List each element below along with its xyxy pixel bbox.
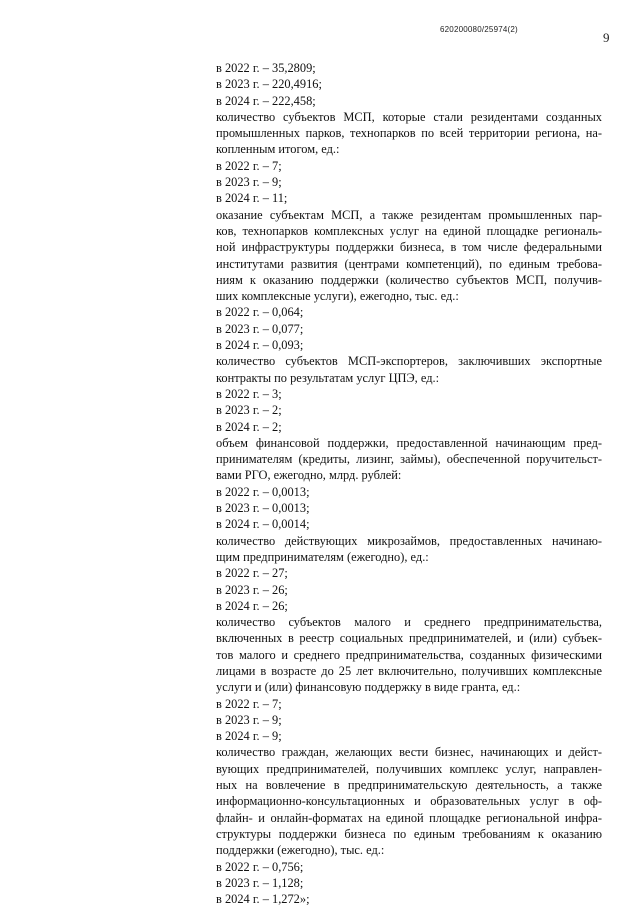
- text-line: в 2022 г. – 7;: [216, 696, 282, 711]
- text-line: ков, технопарков комплексных услуг на единой площадке региональ-: [216, 223, 602, 238]
- text-line: ной инфраструктуры поддержки бизнеса, в том числе федеральными: [216, 240, 602, 255]
- text-line: вующих предпринимателей, получивших комплекс услуг, направлен-: [216, 761, 602, 776]
- text-line: в 2024 г. – 1,272»;: [216, 892, 310, 907]
- text-line: структуры поддержки бизнеса по единым требованиям к оказанию: [216, 826, 602, 841]
- text-line: в 2024 г. – 9;: [216, 729, 282, 744]
- text-line: в 2023 г. – 1,128;: [216, 875, 304, 890]
- text-line: в 2024 г. – 11;: [216, 191, 288, 206]
- document-number: 620200080/25974(2): [440, 25, 518, 34]
- text-line: в 2023 г. – 26;: [216, 582, 288, 597]
- text-line: в 2024 г. – 26;: [216, 598, 288, 613]
- text-line: ших комплексные услуги), ежегодно, тыс. ед.:: [216, 289, 459, 304]
- text-line: ных на вовлечение в предпринимательскую деятельность, а также: [216, 778, 602, 793]
- text-line: информационно-консультационных и образовательных услуг в оф-: [216, 794, 602, 809]
- text-line: в 2023 г. – 9;: [216, 175, 282, 190]
- text-line: объем финансовой поддержки, предоставленной начинающим пред-: [216, 435, 602, 450]
- text-line: вами РГО, ежегодно, млрд. рублей:: [216, 468, 402, 483]
- text-line: лицами в возрасте до 25 лет включительно, получивших комплексные: [216, 663, 602, 678]
- text-line: в 2022 г. – 0,756;: [216, 859, 304, 874]
- text-line: в 2022 г. – 7;: [216, 158, 282, 173]
- text-line: услуги и (или) финансовую поддержку в виде гранта, ед.:: [216, 680, 521, 695]
- text-line: в 2024 г. – 0,093;: [216, 338, 304, 353]
- text-line: в 2024 г. – 0,0014;: [216, 517, 310, 532]
- text-line: поддержки (ежегодно), тыс. ед.:: [216, 843, 385, 858]
- text-line: количество субъектов малого и среднего предпринимательства,: [216, 615, 602, 630]
- text-line: оказание субъектам МСП, а также резидентам промышленных пар-: [216, 207, 602, 222]
- text-line: в 2023 г. – 0,077;: [216, 321, 304, 336]
- page-number: 9: [603, 30, 610, 45]
- text-line: включенных в реестр социальных предпринимателей, и (или) субъек-: [216, 631, 602, 646]
- text-line: в 2023 г. – 9;: [216, 712, 282, 727]
- text-line: количество действующих микрозаймов, предоставленных начинаю-: [216, 533, 602, 548]
- text-line: в 2022 г. – 35,2809;: [216, 61, 316, 75]
- text-line: в 2024 г. – 2;: [216, 419, 282, 434]
- text-line: количество субъектов МСП, которые стали резидентами созданных: [216, 109, 602, 124]
- document-body: [216, 60, 602, 907]
- text-line: в 2023 г. – 2;: [216, 403, 282, 418]
- text-line: контракты по результатам услуг ЦПЭ, ед.:: [216, 370, 440, 385]
- text-line: ниям к оказанию поддержки (количество субъектов МСП, получив-: [216, 272, 602, 287]
- text-line: в 2023 г. – 220,4916;: [216, 77, 322, 92]
- text-line: в 2022 г. – 3;: [216, 386, 282, 401]
- text-line: количество граждан, желающих вести бизнес, начинающих и дейст-: [216, 745, 602, 760]
- text-line: в 2022 г. – 0,0013;: [216, 484, 310, 499]
- text-line: флайн- и онлайн-форматах на единой площадке региональной инфра-: [216, 810, 602, 825]
- text-line: в 2024 г. – 222,458;: [216, 93, 316, 108]
- text-line: промышленных парков, технопарков по всей территории региона, на-: [216, 126, 602, 141]
- text-line: принимателям (кредиты, лизинг, займы), обеспеченной поручительст-: [216, 452, 602, 467]
- text-line: институтами развития (центрами компетенций), по единым требова-: [216, 256, 602, 271]
- text-line: копленным итогом, ед.:: [216, 142, 340, 157]
- text-line: в 2022 г. – 0,064;: [216, 305, 304, 320]
- text-line: в 2022 г. – 27;: [216, 566, 288, 581]
- text-line: щим предпринимателям (ежегодно), ед.:: [216, 549, 429, 564]
- text-line: количество субъектов МСП-экспортеров, заключивших экспортные: [216, 354, 602, 369]
- text-line: тов малого и среднего предпринимательства, созданных физическими: [216, 647, 602, 662]
- text-line: в 2023 г. – 0,0013;: [216, 501, 310, 516]
